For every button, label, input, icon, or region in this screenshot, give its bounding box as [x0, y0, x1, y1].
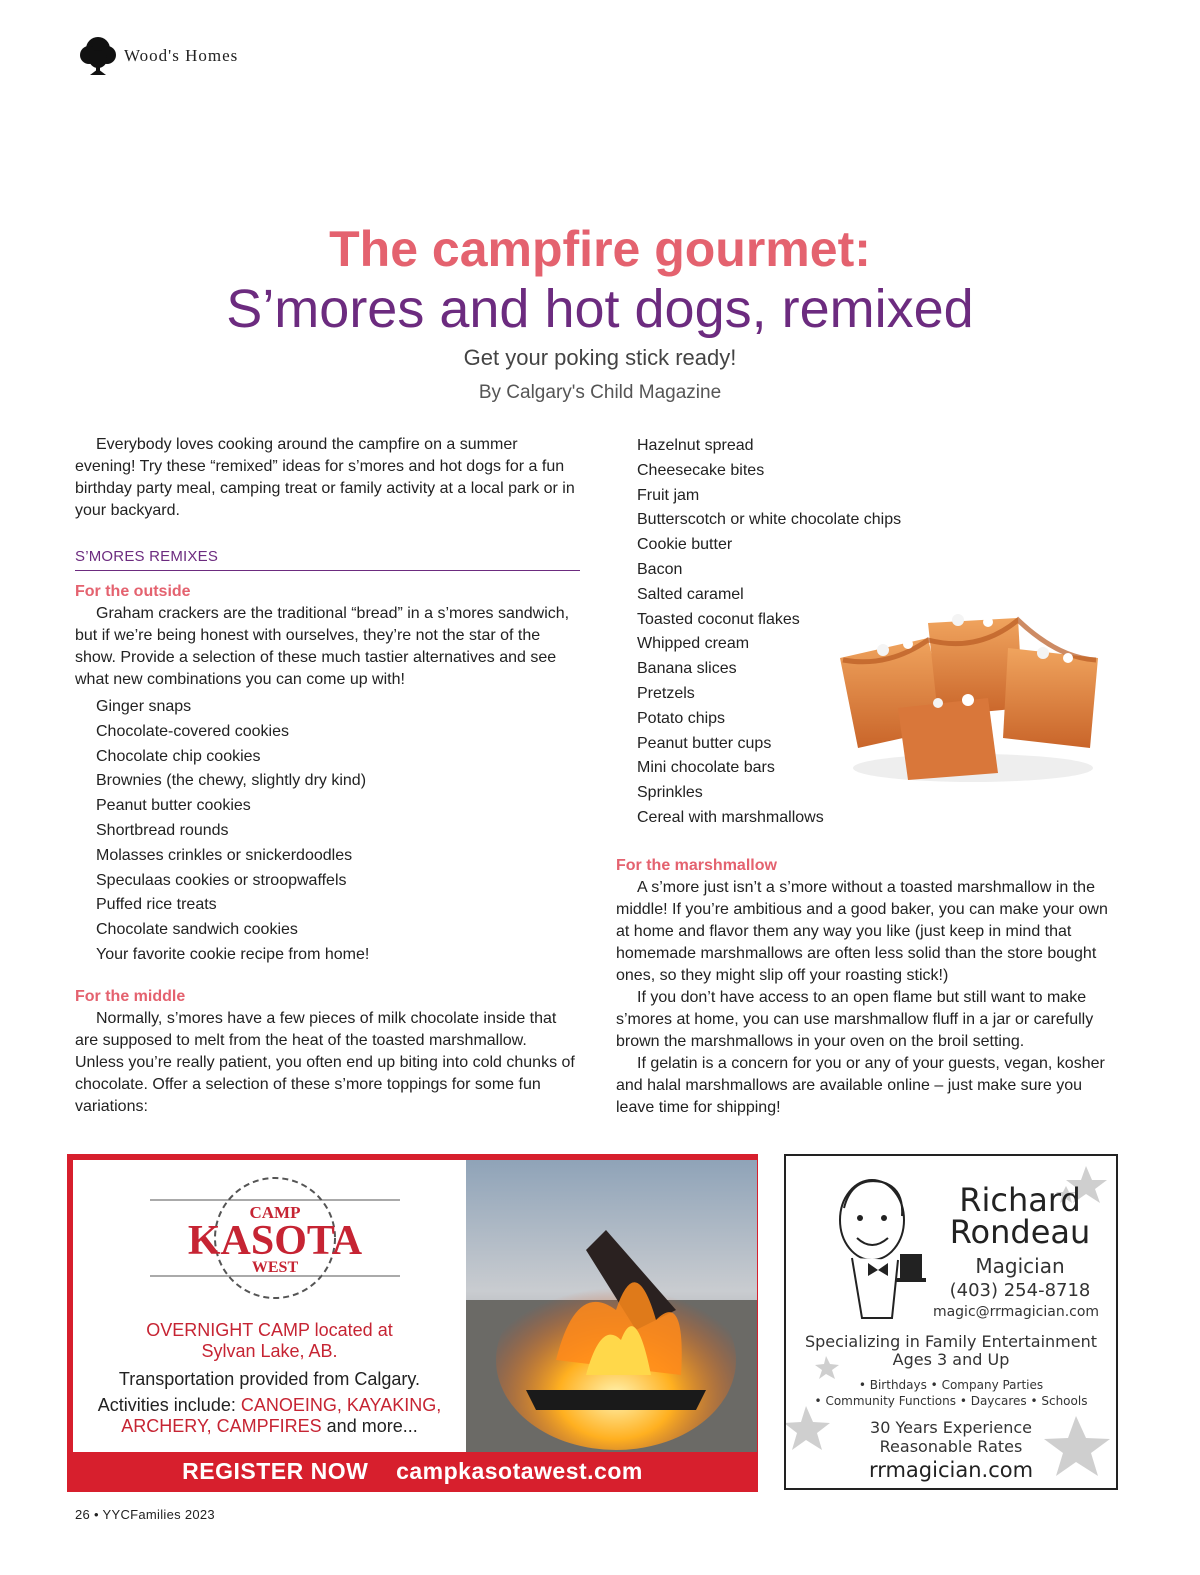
- byline: By Calgary's Child Magazine: [478, 382, 722, 403]
- list-item: Molasses crinkles or snickerdoodles: [96, 846, 353, 864]
- marshmallow-paragraph: If you don’t have access to an open flame but still want to make s’mores at home, you can use marshmallow fluff in a jar or carefully brown the marshmallows in your oven on the broil setting.: [616, 988, 1094, 1050]
- tree-icon: [78, 35, 118, 77]
- list-item: Chocolate chip cookies: [96, 747, 261, 765]
- list-item: Ginger snaps: [96, 698, 192, 715]
- magician-specialty: Specializing in Family Entertainment: [804, 1332, 1097, 1351]
- list-item: Whipped cream: [637, 635, 750, 653]
- camp-kasota-logo: [150, 1172, 400, 1304]
- list-item: Cereal with marshmallows: [637, 808, 824, 826]
- camp-location-line1: OVERNIGHT CAMP located at: [146, 1320, 393, 1340]
- camp-activities: [73, 1395, 466, 1437]
- list-item: Cookie butter: [637, 536, 733, 554]
- magician-experience: 30 Years Experience: [870, 1418, 1032, 1437]
- list-item: Potato chips: [637, 709, 726, 727]
- activities-label: Activities include:: [97, 1395, 241, 1415]
- list-item: Bacon: [637, 560, 683, 578]
- middle-paragraph: Normally, s’mores have a few pieces of milk chocolate inside that are supposed to melt from the heat of the toasted marshmallow. Unless you’re really patient, you often end up biting into cold chunks of chocolate. Offer a selection of these s’more toppings for some fun variations:: [75, 1009, 575, 1115]
- list-item: Chocolate sandwich cookies: [96, 921, 298, 939]
- list-item: Shortbread rounds: [96, 821, 229, 839]
- title-line-2: S’mores and hot dogs, remixed: [226, 279, 974, 339]
- list-item: Mini chocolate bars: [637, 759, 775, 777]
- magician-website[interactable]: rrmagician.com: [868, 1458, 1034, 1482]
- register-now-text[interactable]: REGISTER NOW: [182, 1458, 369, 1484]
- list-item: Hazelnut spread: [637, 437, 754, 454]
- list-item: Fruit jam: [637, 486, 700, 504]
- magician-role: Magician: [975, 1254, 1065, 1278]
- brand-logo: [78, 34, 238, 78]
- list-item: Salted caramel: [637, 585, 744, 603]
- magician-ages: Ages 3 and Up: [892, 1350, 1010, 1369]
- magician-last-name: Rondeau: [949, 1213, 1091, 1251]
- magician-events-2: • Community Functions • Daycares • Schools: [814, 1394, 1088, 1408]
- logo-camp-text: CAMP: [249, 1203, 301, 1222]
- activities-list-2: ARCHERY, CAMPFIRES: [121, 1416, 322, 1436]
- camp-location: [73, 1320, 466, 1362]
- list-item: Cheesecake bites: [637, 461, 765, 479]
- magician-rates: Reasonable Rates: [879, 1437, 1023, 1456]
- list-item: Peanut butter cookies: [96, 797, 251, 815]
- magician-first-name: Richard: [959, 1181, 1081, 1219]
- activities-list-1: CANOEING, KAYAKING,: [240, 1395, 442, 1415]
- page-footer: 26 • YYCFamilies 2023: [75, 1507, 215, 1522]
- title-line-1: The campfire gourmet:: [329, 221, 871, 277]
- list-item: Toasted coconut flakes: [637, 610, 800, 628]
- register-banner[interactable]: [67, 1458, 758, 1485]
- middle-heading: For the middle: [75, 987, 186, 1005]
- section-heading: S’MORES REMIXES: [75, 546, 580, 571]
- list-item: Brownies (the chewy, slightly dry kind): [96, 772, 367, 790]
- camp-url-link[interactable]: campkasotawest.com: [396, 1458, 643, 1484]
- salted-caramel-image: [828, 598, 1110, 788]
- outside-list: [75, 695, 580, 968]
- list-item: Puffed rice treats: [96, 896, 217, 914]
- list-item: Banana slices: [637, 660, 737, 678]
- magician-events-1: • Birthdays • Company Parties: [858, 1378, 1044, 1392]
- list-item: Speculaas cookies or stroopwaffels: [96, 871, 347, 889]
- list-item: Butterscotch or white chocolate chips: [637, 511, 902, 529]
- campfire-photo: [466, 1160, 757, 1452]
- magician-ad[interactable]: [784, 1154, 1118, 1490]
- logo-kasota-text: KASOTA: [187, 1218, 363, 1264]
- marshmallow-heading: For the marshmallow: [616, 856, 777, 874]
- magician-caricature-icon: [822, 1168, 942, 1326]
- magician-phone[interactable]: (403) 254-8718: [949, 1280, 1091, 1301]
- left-column: [75, 434, 580, 1118]
- list-item: Your favorite cookie recipe from home!: [96, 945, 370, 963]
- brand-name: Wood's Homes: [124, 46, 239, 65]
- activities-suffix: and more...: [321, 1416, 418, 1436]
- subtitle: Get your poking stick ready!: [463, 345, 737, 370]
- list-item: Chocolate-covered cookies: [96, 722, 289, 740]
- outside-paragraph: Graham crackers are the traditional “bread” in a s’mores sandwich, but if we’re being honest with ourselves, they’re not the star of the show. Provide a selection of these much tastier alternatives and see what new combinations you can come up with!: [75, 605, 570, 688]
- list-item: Pretzels: [637, 684, 695, 702]
- marshmallow-paragraph: If gelatin is a concern for you or any of your guests, vegan, kosher and halal marshmallows are available online – just make sure you leave time for shipping!: [616, 1054, 1105, 1116]
- intro-paragraph: Everybody loves cooking around the campfire on a summer evening! Try these “remixed” ideas for s’mores and hot dogs for a fun birthday party meal, camping treat or family activity at a local park or in your backyard.: [75, 436, 575, 519]
- magician-name: [936, 1181, 1104, 1251]
- marshmallow-paragraph: A s’more just isn’t a s’more without a toasted marshmallow in the middle! If you’re ambitious and a good baker, you can make your own at home and flavor them any way you like (just keep in mind that homemade marshmallows are often less solid than the store bought ones, so they might slip off your roasting stick!): [616, 878, 1108, 984]
- list-item: Sprinkles: [637, 784, 703, 802]
- list-item: Peanut butter cups: [637, 734, 772, 752]
- magician-email[interactable]: magic@rrmagician.com: [932, 1304, 1100, 1320]
- camp-location-line2: Sylvan Lake, AB.: [201, 1341, 338, 1361]
- camp-transport: Transportation provided from Calgary.: [118, 1369, 421, 1389]
- outside-heading: For the outside: [75, 583, 191, 600]
- logo-west-text: WEST: [251, 1259, 299, 1276]
